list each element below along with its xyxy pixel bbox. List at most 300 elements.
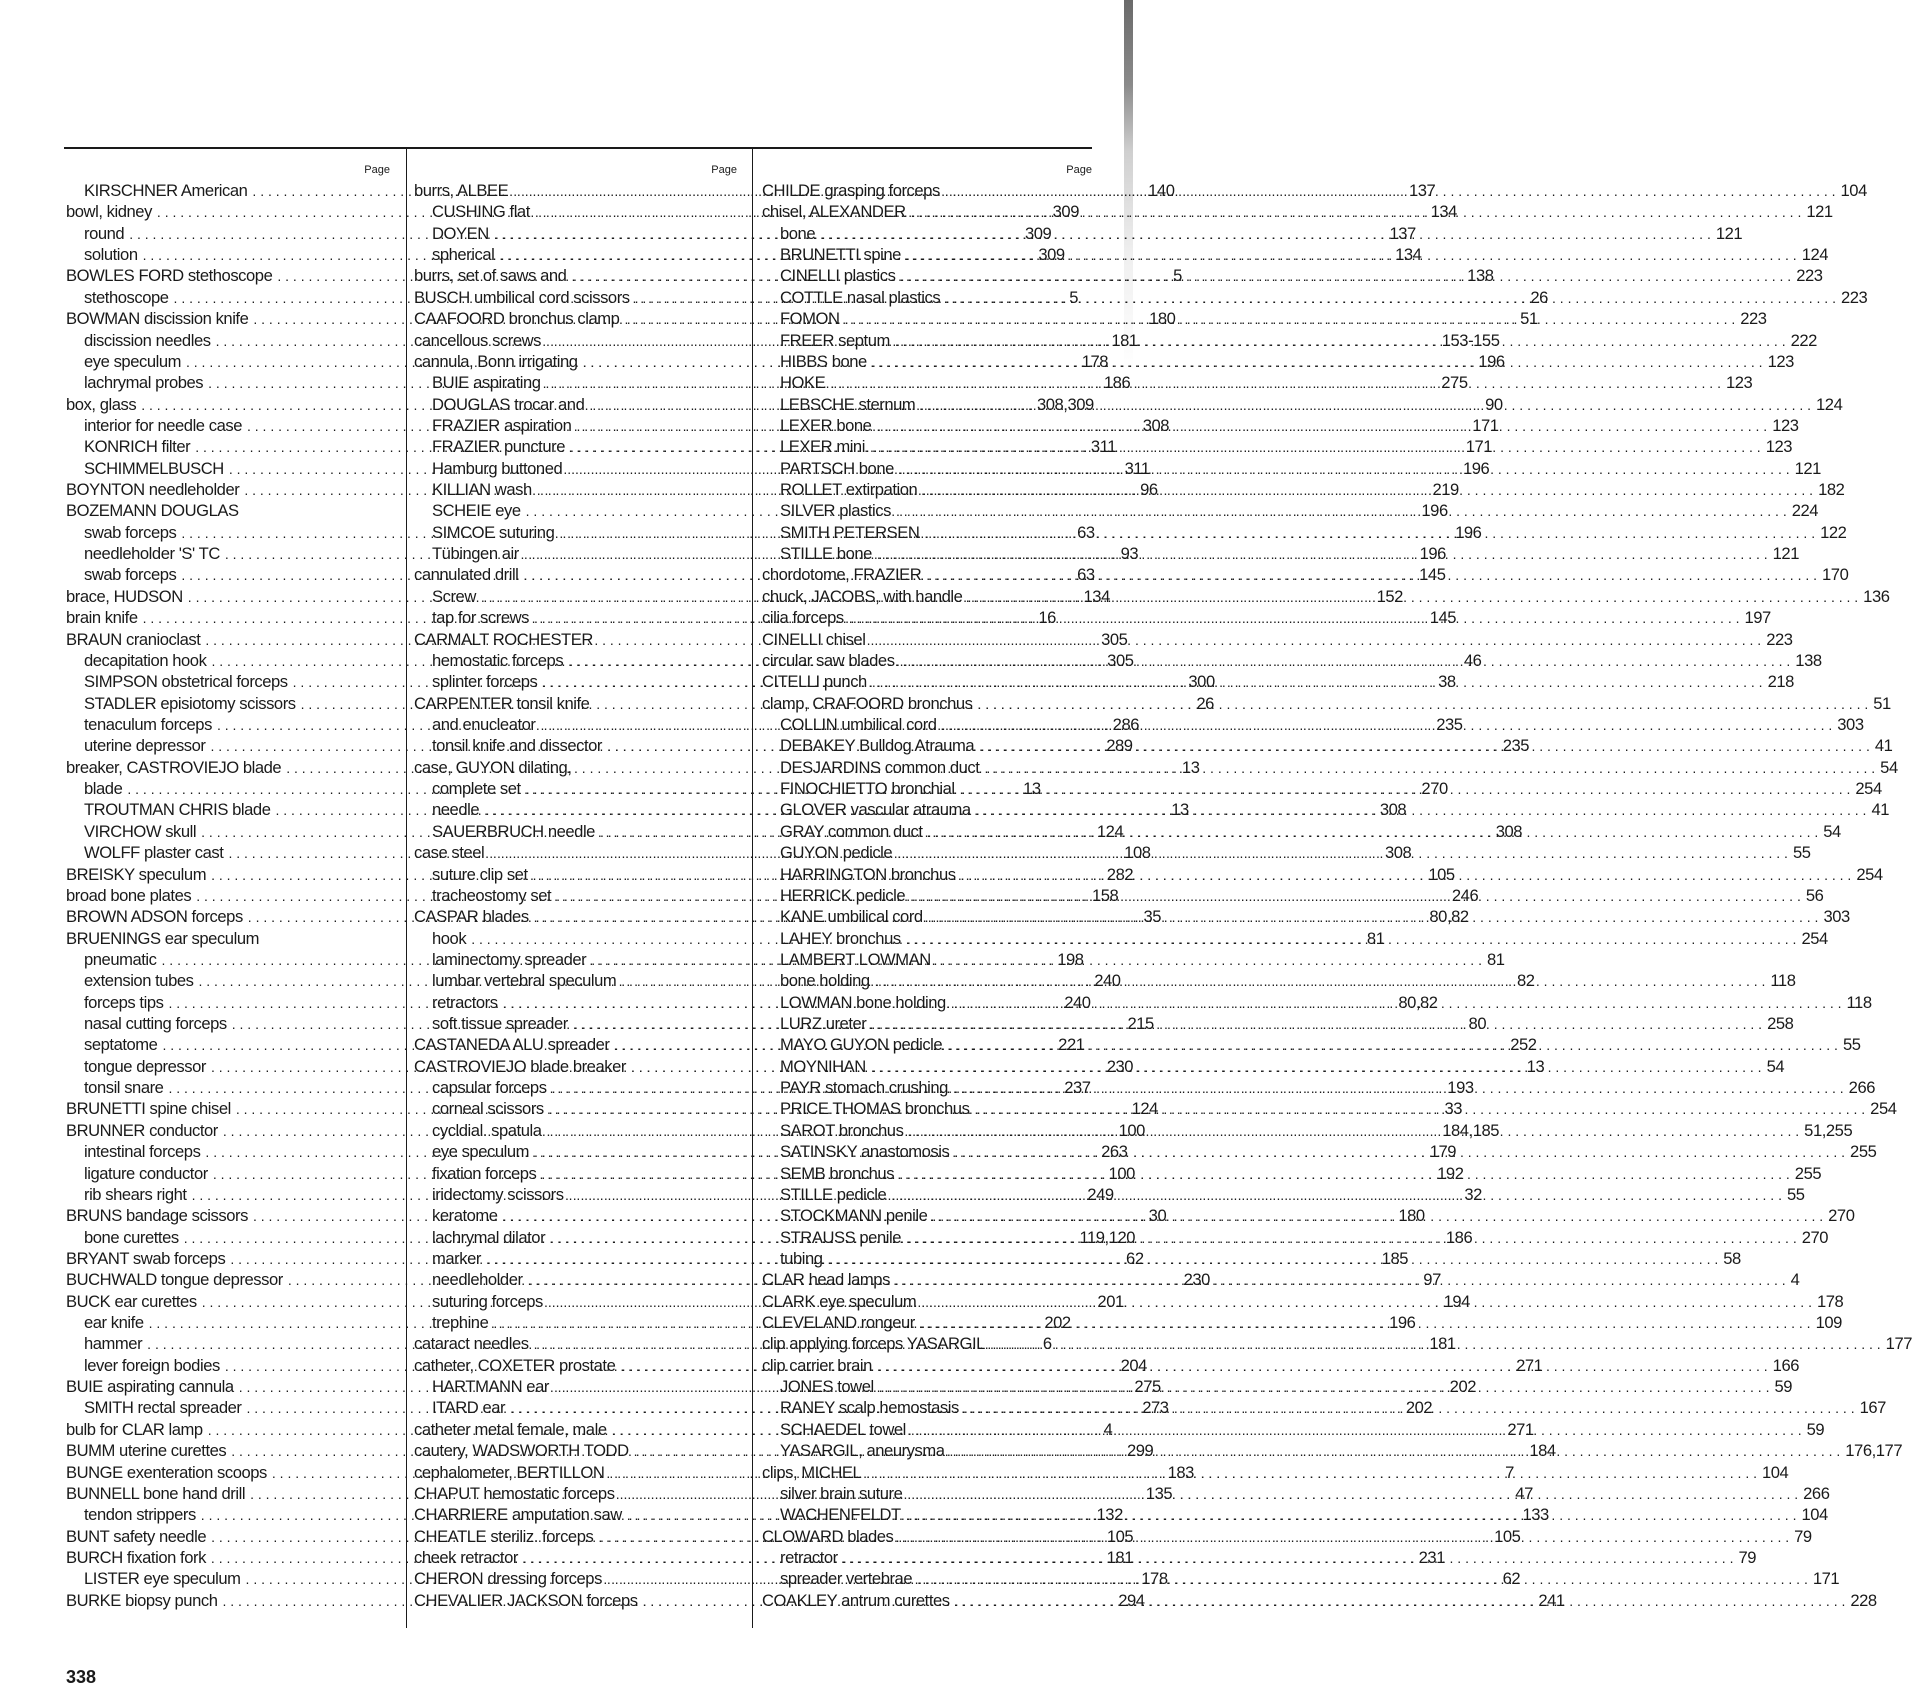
entry-term: pneumatic [84,949,157,969]
entry-page-ref: 193 [1447,1078,1474,1098]
entry-term: CINELLI plastics [780,266,896,286]
entry-term: brain knife [66,608,138,628]
entry-page-ref: 180 [1149,309,1176,329]
dot-leader [917,479,1818,501]
entry-page-ref: 179 [1429,1142,1457,1162]
entry-page-ref: 55 [1842,1035,1861,1055]
dot-leader [894,1163,1795,1185]
entry-page-ref: 275 [1134,1377,1161,1397]
entry-page-ref: 5 [1069,287,1079,307]
entry-term: GRAY common duct [780,821,923,841]
entry-page-ref: 96 [1140,480,1158,500]
entry-page-ref: 254 [1801,928,1828,948]
entry-page-ref: 271 [1507,1419,1534,1439]
entry-page-ref: 51 [1873,693,1891,713]
dot-leader [825,372,1726,394]
dot-leader [948,1077,1849,1099]
entry-term: eye speculum [84,351,181,371]
entry-page-ref: 119,120 [1079,1227,1136,1247]
dot-leader [866,1056,1767,1078]
entry-term: BUNGE exenteration scoops [66,1462,267,1482]
dot-leader [902,1483,1803,1505]
entry-page-ref: 35 [1143,907,1162,927]
entry-term: CASTANEDA ALU spreader [414,1035,610,1055]
entry-page-ref: 294 [1118,1590,1145,1610]
entry-page-ref: 249 [1087,1184,1114,1204]
dot-leader [915,394,1816,416]
entry-page-ref: 237 [1064,1078,1091,1098]
dot-leader [866,1013,1767,1035]
entry-page-ref: 218 [1767,672,1794,692]
entry-term: BOYNTON needleholder [66,480,240,500]
dot-leader [840,308,1741,330]
dot-leader [942,1034,1843,1056]
entry-page-ref: 266 [1848,1078,1876,1098]
entry-page-ref: 26 [1196,693,1214,713]
entry-page-ref: 258 [1767,1014,1794,1034]
entry-term: CINELLI chisel [762,629,866,649]
entry-page-ref: 224 [1791,501,1819,521]
entry-term: LISTER eye speculum [84,1569,241,1589]
entry-page-ref: 5 [1173,266,1182,286]
entry-term: clamp, CRAFOORD bronchus [762,693,973,713]
entry-page-ref: 133 [1522,1505,1549,1525]
entry-term: FREER septum [780,330,890,350]
entry-page-ref: 176,177 [1845,1441,1903,1461]
entry-page-ref: 136 [1863,586,1890,606]
entry-term: tongue depressor [84,1056,206,1076]
entry-term: SAROT bronchus [780,1120,904,1140]
entry-page-ref: 62 [1126,1248,1144,1268]
dot-leader [872,543,1773,565]
entry-page-ref: 230 [1183,1270,1210,1290]
entry-term: suturing forceps [432,1291,543,1311]
entry-page-ref: 282 [1106,864,1134,884]
entry-term: needle [432,800,480,820]
entry-term: HERRICK pedicle [780,885,906,905]
entry-term: STADLER episiotomy scissors [84,693,296,713]
entry-page-ref: 124 [1816,394,1843,414]
dot-leader [949,1141,1850,1163]
entry-term: cheek retractor [414,1548,518,1567]
entry-term: SIMCOE suturing [432,522,555,542]
entry-term: SATINSKY anastomosis [780,1142,950,1162]
entry-term: bulb for CLAR lamp [66,1419,203,1439]
entry-term: BROWN ADSON forceps [66,907,243,927]
entry-term: lumbar vertebral speculum [432,971,617,991]
page-column-header: Page [364,164,390,176]
entry-term: forceps tips [84,992,164,1012]
entry-term: cancellous screws [414,330,541,350]
entry-term: SEMB bronchus [780,1163,895,1183]
entry-page-ref: 158 [1091,885,1119,905]
entry-page-ref: 246 [1451,885,1479,905]
entry-page-ref: 181 [1429,1334,1456,1354]
dot-leader [870,970,1771,992]
entry-term: SIMPSON obstetrical forceps [84,672,288,692]
entry-page-ref: 4 [1103,1419,1113,1439]
entry-term: decapitation hook [84,650,207,670]
entry-page-ref: 196 [1389,1313,1416,1333]
entry-page-ref: 105 [1106,1526,1134,1546]
entry-term: CHEATLE steriliz. forceps [414,1526,594,1546]
dot-leader [919,522,1820,544]
entry-page-ref: 263 [1101,1142,1128,1162]
entry-page-ref: 196 [1421,501,1448,521]
entry-page-ref: 13 [1526,1056,1545,1076]
dot-leader [927,1205,1828,1227]
entry-page-ref: 170 [1822,565,1849,585]
entry-page-ref: 121 [1772,544,1799,564]
entry-page-ref: 104 [1801,1505,1828,1525]
entry-term: complete set [432,779,521,799]
entry-term: ligature conductor [84,1163,208,1183]
entry-page-ref: 82 [1517,971,1535,991]
entry-term: STRAUSS penile [780,1227,901,1247]
entry-term: CLAR head lamps [762,1270,890,1290]
entry-term: BRUNNER conductor [66,1120,218,1140]
dot-leader [891,500,1792,522]
dot-leader [940,287,1841,309]
entry-term: ROLLET extirpation [780,480,918,500]
entry-term: bone curettes [84,1227,179,1247]
entry-page-ref: 171 [1812,1569,1840,1589]
entry-term: BREISKY speculum [66,864,207,884]
entry-term: LEXER bone [780,415,872,435]
entry-page-ref: 104 [1762,1462,1789,1482]
entry-page-ref: 124 [1131,1099,1158,1119]
entry-page-ref: 308 [1379,800,1407,820]
entry-term: trephine [432,1313,489,1333]
entry-term: cephalometer, BERTILLON [414,1462,605,1482]
entry-page-ref: 305 [1107,650,1134,670]
entry-page-ref: 194 [1443,1291,1470,1311]
dot-leader [890,1269,1791,1291]
entry-term: needleholder [432,1270,523,1290]
entry-term: spreader vertebrae [780,1569,913,1589]
entry-term: septatome [84,1035,158,1055]
entry-term: KIRSCHNER American [84,181,248,200]
entry-page-ref: 181 [1111,330,1138,350]
entry-term: uterine depressor [84,736,206,756]
entry-page-ref: 123 [1772,415,1799,435]
entry-term: CASTROVIEJO blade breaker [414,1056,626,1076]
entry-term: SCHAEDEL towel [780,1419,906,1439]
entry-term: swab forceps [84,565,177,585]
entry-page-ref: 180 [1398,1206,1425,1226]
dot-leader [894,458,1795,480]
entry-term: swab forceps [84,522,177,542]
entry-term: BOWLES FORD stethoscope [66,266,273,286]
entry-page-ref: 105 [1428,864,1455,884]
entry-page-ref: 123 [1767,351,1794,371]
entry-term: SAUERBRUCH needle [432,821,595,841]
entry-term: FINOCHIETTO bronchial [780,779,955,799]
entry-term: case steel [414,843,485,863]
dot-leader [838,1547,1739,1569]
entry-page-ref: 33 [1444,1099,1463,1119]
entry-term: CASPAR blades [414,907,529,927]
entry-page-ref: 271 [1516,1355,1543,1375]
entry-term: STILLE pedicle [780,1184,887,1204]
entry-page-ref: 80,82 [1398,992,1438,1012]
entry-page-ref: 121 [1806,202,1833,222]
entry-term: MOYNIHAN [780,1056,866,1076]
entry-term: cataract needles [414,1334,529,1354]
entry-term: hemostatic forceps [432,650,564,670]
entry-page-ref: 13 [1023,779,1041,799]
dot-leader [865,436,1766,458]
entry-page-ref: 266 [1803,1483,1830,1503]
entry-page-ref: 196 [1419,544,1446,564]
entry-term: BUIE aspirating [432,373,541,393]
entry-term: catheter, COXETER prostate [414,1355,616,1375]
entry-page-ref: 219 [1432,480,1459,500]
dot-leader [895,265,1796,287]
entry-term: interior for needle case [84,415,242,435]
entry-term: clip carrier brain [762,1355,872,1375]
entry-term: LAHEY bronchus [780,928,901,948]
entry-page-ref: 137 [1408,181,1436,200]
entry-page-ref: 46 [1463,650,1482,670]
page-column-header: Page [1066,164,1092,176]
entry-page-ref: 41 [1871,800,1889,820]
entry-page-ref: 202 [1044,1313,1071,1333]
index-entry [66,928,390,949]
entry-term: LEBSCHE sternum [780,394,916,414]
entry-page-ref: 118 [1770,971,1796,991]
entry-term: CHARRIERE amputation saw [414,1505,622,1525]
entry-term: tenaculum forceps [84,714,212,734]
entry-term: broad bone plates [66,885,192,905]
entry-page-ref: 201 [1097,1291,1124,1311]
dot-leader [962,586,1863,608]
entry-term: brace, HUDSON [66,586,183,606]
entry-page-ref: 223 [1766,629,1793,649]
entry-page-ref: 308,309 [1036,394,1094,414]
dot-leader [923,821,1824,843]
index-entry [66,500,390,521]
entry-page-ref: 185 [1381,1248,1409,1268]
entry-page-ref: 59 [1774,1377,1793,1397]
entry-term: lachrymal probes [84,373,204,393]
entry-page-ref: 270 [1828,1206,1855,1226]
entry-page-ref: 122 [1820,522,1847,542]
entry-page-ref: 186 [1445,1227,1473,1247]
entry-page-ref: 105 [1494,1526,1521,1546]
entry-page-ref: 222 [1790,330,1817,350]
entry-term: breaker, CASTROVIEJO blade [66,757,282,777]
entry-term: LURZ ureter [780,1014,867,1034]
entry-page-ref: 81 [1486,949,1505,969]
entry-page-ref: 145 [1429,608,1457,628]
dot-leader [971,799,1872,821]
entry-page-ref: 124 [1801,245,1829,265]
dot-leader [946,992,1847,1014]
entry-page-ref: 7 [1505,1462,1514,1482]
entry-page-ref: 59 [1806,1419,1825,1439]
entry-page-ref: 79 [1794,1526,1812,1546]
entry-term: marker [432,1248,481,1268]
entry-page-ref: 123 [1765,437,1793,457]
dot-leader [937,714,1838,736]
entry-page-ref: 311 [1124,458,1150,478]
entry-page-ref: 308 [1495,821,1523,841]
entry-term: BUCHWALD tongue depressor [66,1270,283,1290]
entry-term: round [84,223,125,243]
entry-page-ref: 109 [1815,1313,1842,1333]
dot-leader [867,351,1768,373]
entry-term: stethoscope [84,287,169,307]
entry-page-ref: 181 [1106,1548,1133,1567]
entry-page-ref: 182 [1818,480,1845,500]
entry-page-ref: 81 [1366,928,1385,948]
entry-page-ref: 138 [1467,266,1494,286]
dot-leader [906,1419,1807,1441]
index-entry [414,629,737,650]
entry-page-ref: 79 [1738,1548,1757,1567]
entry-term: BOWMAN discission knife [66,309,249,329]
entry-term: CUSHING flat [432,202,530,222]
entry-page-ref: 309 [1038,245,1065,265]
entry-term: hammer [84,1334,143,1354]
entry-page-ref: 202 [1405,1398,1433,1418]
header-rule [64,147,1092,149]
entry-page-ref: 124 [1096,821,1124,841]
entry-term: cannula, Bonn irrigating [414,351,578,371]
entry-page-ref: 192 [1437,1163,1464,1183]
entry-page-ref: 100 [1108,1163,1135,1183]
entry-term: BRUENINGS ear speculum [66,928,259,948]
dot-leader [969,1098,1870,1120]
entry-page-ref: 184 [1529,1441,1556,1461]
entry-page-ref: 55 [1792,843,1811,863]
dot-leader [956,864,1857,886]
page-number: 338 [66,1667,97,1687]
entry-page-ref: 240 [1094,971,1121,991]
entry-page-ref: 289 [1106,736,1133,756]
entry-page-ref: 308 [1142,415,1170,435]
dot-leader [890,330,1791,352]
entry-term: silver brain suture [780,1483,903,1503]
dot-leader [955,778,1856,800]
entry-page-ref: 202 [1449,1377,1477,1397]
entry-page-ref: 166 [1772,1355,1800,1375]
entry-term: STILLE bone [780,544,872,564]
dot-leader [874,1376,1775,1398]
entry-page-ref: 231 [1418,1548,1445,1567]
dot-leader [893,1526,1794,1548]
entry-page-ref: 252 [1510,1035,1537,1055]
entry-term: WOLFF plaster cast [84,843,224,863]
entry-page-ref: 132 [1096,1505,1123,1525]
entry-term: BRUNETTI spine [780,245,901,265]
entry-page-ref: 197 [1744,608,1771,628]
entry-term: DEBAKEY Bulldog Atrauma [780,736,975,756]
entry-page-ref: 228 [1850,1590,1877,1610]
entry-term: PAYR stomach crushing [780,1078,948,1098]
dot-leader [865,629,1766,651]
dot-leader [906,201,1807,223]
dot-leader [901,928,1802,950]
entry-term: BUNT safety needle [66,1526,207,1546]
entry-term: BUIE aspirating cannula [66,1377,234,1397]
entry-term: splinter forceps [432,672,538,692]
entry-term: HARTMANN ear [432,1377,549,1397]
entry-term: retractors [432,992,498,1012]
entry-term: CITELLI punch [762,672,867,692]
entry-page-ref: 240 [1064,992,1091,1012]
entry-page-ref: 63 [1077,522,1095,542]
index-entry [762,949,1092,970]
entry-page-ref: 51,255 [1804,1120,1853,1140]
entry-page-ref: 135 [1145,1483,1173,1503]
entry-term: solution [84,245,138,265]
entry-page-ref: 215 [1127,1014,1154,1034]
entry-term: tonsil knife and dissector [432,736,603,756]
entry-term: chisel, ALEXANDER [762,202,906,222]
entry-page-ref: 41 [1874,736,1893,756]
entry-term: BUNNELL bone hand drill [66,1483,246,1503]
entry-term: COAKLEY antrum curettes [762,1590,950,1610]
dot-leader [901,244,1802,266]
entry-page-ref: 38 [1438,672,1456,692]
entry-term: box, glass [66,394,137,414]
entry-page-ref: 121 [1794,458,1821,478]
entry-term: rib shears right [84,1184,187,1204]
entry-page-ref: 196 [1478,351,1505,371]
entry-page-ref: 13 [1181,757,1200,777]
entry-page-ref: 63 [1077,565,1095,585]
dot-leader [916,1291,1817,1313]
entry-term: FOMON [780,309,840,329]
entry-term: SCHIMMELBUSCH [84,458,224,478]
entry-term: TROUTMAN CHRIS blade [84,800,271,820]
entry-term: CLEVELAND rongeur [762,1313,915,1333]
dot-leader [985,1333,1886,1355]
entry-term: CARMALT ROCHESTER [414,629,593,649]
entry-page-ref: 254 [1870,1099,1897,1119]
entry-page-ref: 134 [1430,202,1457,222]
entry-term: DOUGLAS trocar and [432,394,585,414]
entry-page-ref: 308 [1384,843,1412,863]
entry-page-ref: 196 [1455,522,1482,542]
dot-leader [871,415,1772,437]
entry-term: bone [780,223,816,243]
entry-page-ref: 241 [1538,1590,1565,1610]
entry-page-ref: 275 [1441,373,1468,393]
entry-term: CHAPUT hemostatic forceps [414,1483,615,1503]
entry-term: needleholder 'S' TC [84,544,220,564]
entry-page-ref: 55 [1786,1184,1805,1204]
entry-term: corneal scissors [432,1099,544,1119]
entry-page-ref: 309 [1052,202,1079,222]
entry-term: COTTLE nasal plastics [780,287,941,307]
entry-term: laminectomy spreader [432,949,587,969]
index-entry [414,693,737,714]
entry-page-ref: 230 [1106,1056,1134,1076]
entry-term: PARTSCH bone [780,458,894,478]
entry-term: catheter metal female, male [414,1419,607,1439]
entry-term: discission needles [84,330,211,350]
entry-term: JONES towel [780,1377,874,1397]
entry-page-ref: 303 [1837,714,1864,734]
entry-page-ref: 54 [1880,757,1898,777]
entry-term: CAAFOORD bronchus clamp [414,309,620,329]
entry-term: WACHENFELDT [780,1505,901,1525]
dot-leader [867,671,1768,693]
entry-term: tonsil snare [84,1078,164,1098]
